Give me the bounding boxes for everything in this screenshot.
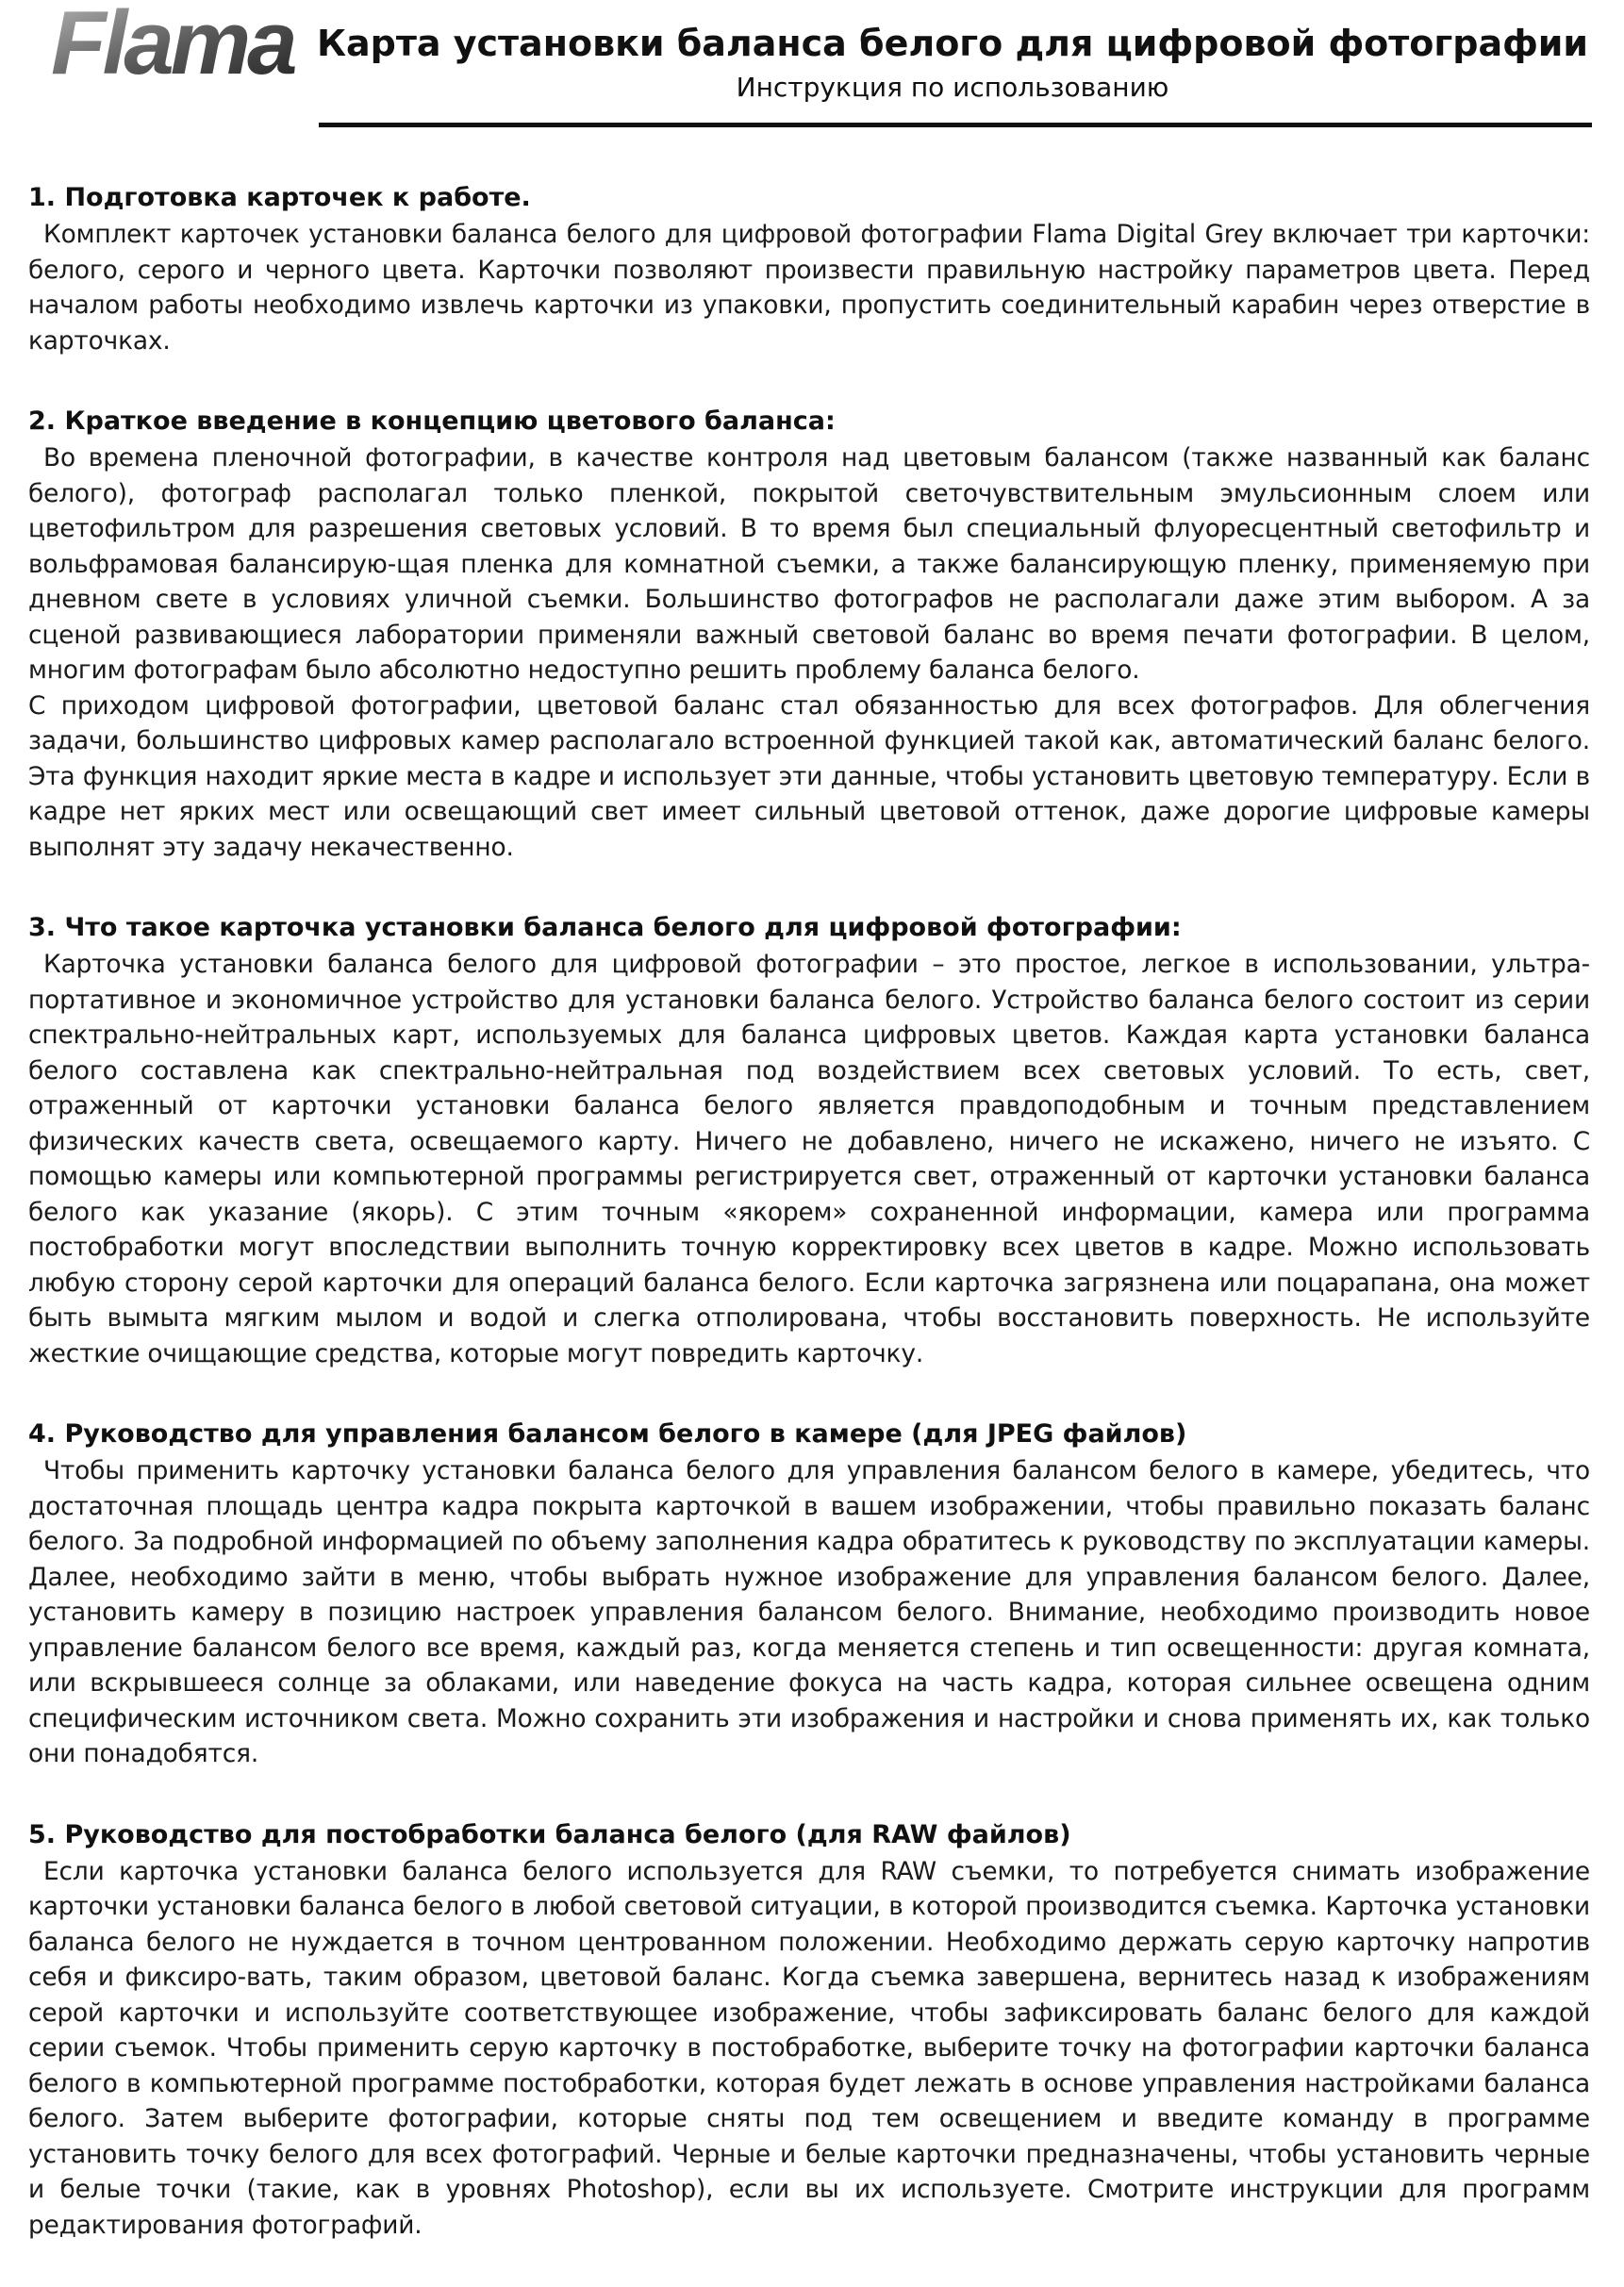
page-title: Карта установки баланса белого для цифровой фотографии: [316, 23, 1589, 64]
section-heading: 1. Подготовка карточек к работе.: [28, 183, 531, 212]
section-paragraph: Комплект карточек установки баланса белого для цифровой фотографии Flama Digital Grey включает три карточки: белого, серого и черного цвета. Карточки позволяют произвести правильную настройку параметров цвета. Перед началом работы необходимо извлечь карточки из упаковки, пропустить соединительный карабин через отверстие в карточках.: [28, 220, 1590, 356]
section-in-camera-jpeg: [28, 1416, 1590, 1772]
instructions-body: [28, 179, 1590, 2287]
section-what-is-card: [28, 909, 1590, 1371]
section-heading: 3. Что такое карточка установки баланса белого для цифровой фотографии:: [28, 913, 1182, 942]
page-subtitle: Инструкция по использованию: [736, 72, 1169, 103]
section-heading: 4. Руководство для управления балансом белого в камере (для JPEG файлов): [28, 1419, 1187, 1449]
flama-logo: [51, 0, 334, 87]
section-paragraph: Чтобы применить карточку установки баланса белого для управления балансом белого в камере, убедитесь, что достаточная площадь центра кадра покрыта карточкой в вашем изображении, чтобы правильно показать баланс белого. За подробной информацией по объему заполнения кадра обратитесь к руководству по эксплуатации камеры. Далее, необходимо зайти в меню, чтобы выбрать нужное изображение для управления балансом белого. Далее, установить камеру в позицию настроек управления балансом белого. Внимание, необходимо производить новое управление балансом белого все время, каждый раз, когда меняется степень и тип освещенности: другая комната, или вскрывшееся солнце за облаками, или наведение фокуса на часть кадра, которая сильнее освещена одним специфическим источником света. Можно сохранить эти изображения и настройки и снова применять их, как только они понадобятся.: [28, 1456, 1590, 1768]
section-paragraph: Во времена пленочной фотографии, в качестве контроля над цветовым балансом (также названный как баланс белого), фотограф располагал только пленкой, покрытой светочувствительным эмульсионным слоем или цветофильтром для разрешения световых условий. В то время был специальный флуоресцентный светофильтр и вольфрамовая балансирую-щая пленка для комнатной съемки, а также балансирующую пленку, применяемую при дневном свете в условиях уличной съемки. Большинство фотографов не располагали даже этим выбором. А за сценой развивающиеся лаборатории применяли важный световой баланс во время печати фотографии. В целом, многим фотографам было абсолютно недоступно решить проблему баланса белого.: [28, 443, 1590, 685]
section-preparation: [28, 179, 1590, 358]
section-heading: 2. Краткое введение в концепцию цветового баланса:: [28, 406, 836, 436]
section-post-processing-raw: [28, 1816, 1590, 2244]
section-color-balance-intro: [28, 403, 1590, 865]
svg-text:Flama: Flama: [51, 0, 294, 87]
section-paragraph: Если карточка установки баланса белого используется для RAW съемки, то потребуется снимать изображение карточки установки баланса белого в любой световой ситуации, в которой производится съемка. Карточка установки баланса белого не нуждается в точном центрованном положении. Необходимо держать серую карточку напротив себя и фиксиро-вать, таким образом, цветовой баланс. Когда съемка завершена, вернитесь назад к изображениям серой карточки и используйте соответствующее изображение, чтобы зафиксировать баланс белого для каждой серии съемок. Чтобы применить серую карточку в постобработке, выберите точку на фотографии карточки баланса белого в компьютерной программе постобработки, которая будет лежать в основе управления настройками баланса белого. Затем выберите фотографии, которые сняты под тем освещением и введите команду в программе установить точку белого для всех фотографий. Черные и белые карточки предназначены, чтобы установить черные и белые точки (такие, как в уровнях Photoshop), если вы их используете. Смотрите инструкции для программ редактирования фотографий.: [28, 1856, 1590, 2240]
header-divider: [319, 123, 1592, 127]
section-heading: 5. Руководство для постобработки баланса белого (для RAW файлов): [28, 1819, 1071, 1849]
section-paragraph: С приходом цифровой фотографии, цветовой баланс стал обязанностью для всех фотографов. Для облегчения задачи, большинство цифровых камер располагало встроенной функцией такой как, автоматический баланс белого. Эта функция находит яркие места в кадре и использует эти данные, чтобы установить цветовую температуру. Если в кадре нет ярких мест или освещающий свет имеет сильный цветовой оттенок, даже дорогие цифровые камеры выполнят эту задачу некачественно.: [28, 690, 1590, 862]
section-paragraph: Карточка установки баланса белого для цифровой фотографии – это простое, легкое в использовании, ультра-портативное и экономичное устройство для установки баланса белого. Устройство баланса белого состоит из серии спектрально-нейтральных карт, используемых для баланса цифровых цветов. Каждая карта установки баланса белого составлена как спектрально-нейтральная под воздействием всех световых условий. То есть, свет, отраженный от карточки установки баланса белого является правдоподобным и точным представлением физических качеств света, освещаемого карту. Ничего не добавлено, ничего не искажено, ничего не изъято. С помощью камеры или компьютерной программы регистрируется свет, отраженный от карточки установки баланса белого как указание (якорь). С этим точным «якорем» сохраненной информации, камера или программа постобработки могут впоследствии выполнить точную корректировку всех цветов в кадре. Можно использовать любую сторону серой карточки для операций баланса белого. Если карточка загрязнена или поцарапана, она может быть вымыта мягким мылом и водой и слегка отполирована, чтобы восстановить поверхность. Не используйте жесткие очищающие средства, которые могут повредить карточку.: [28, 950, 1590, 1368]
